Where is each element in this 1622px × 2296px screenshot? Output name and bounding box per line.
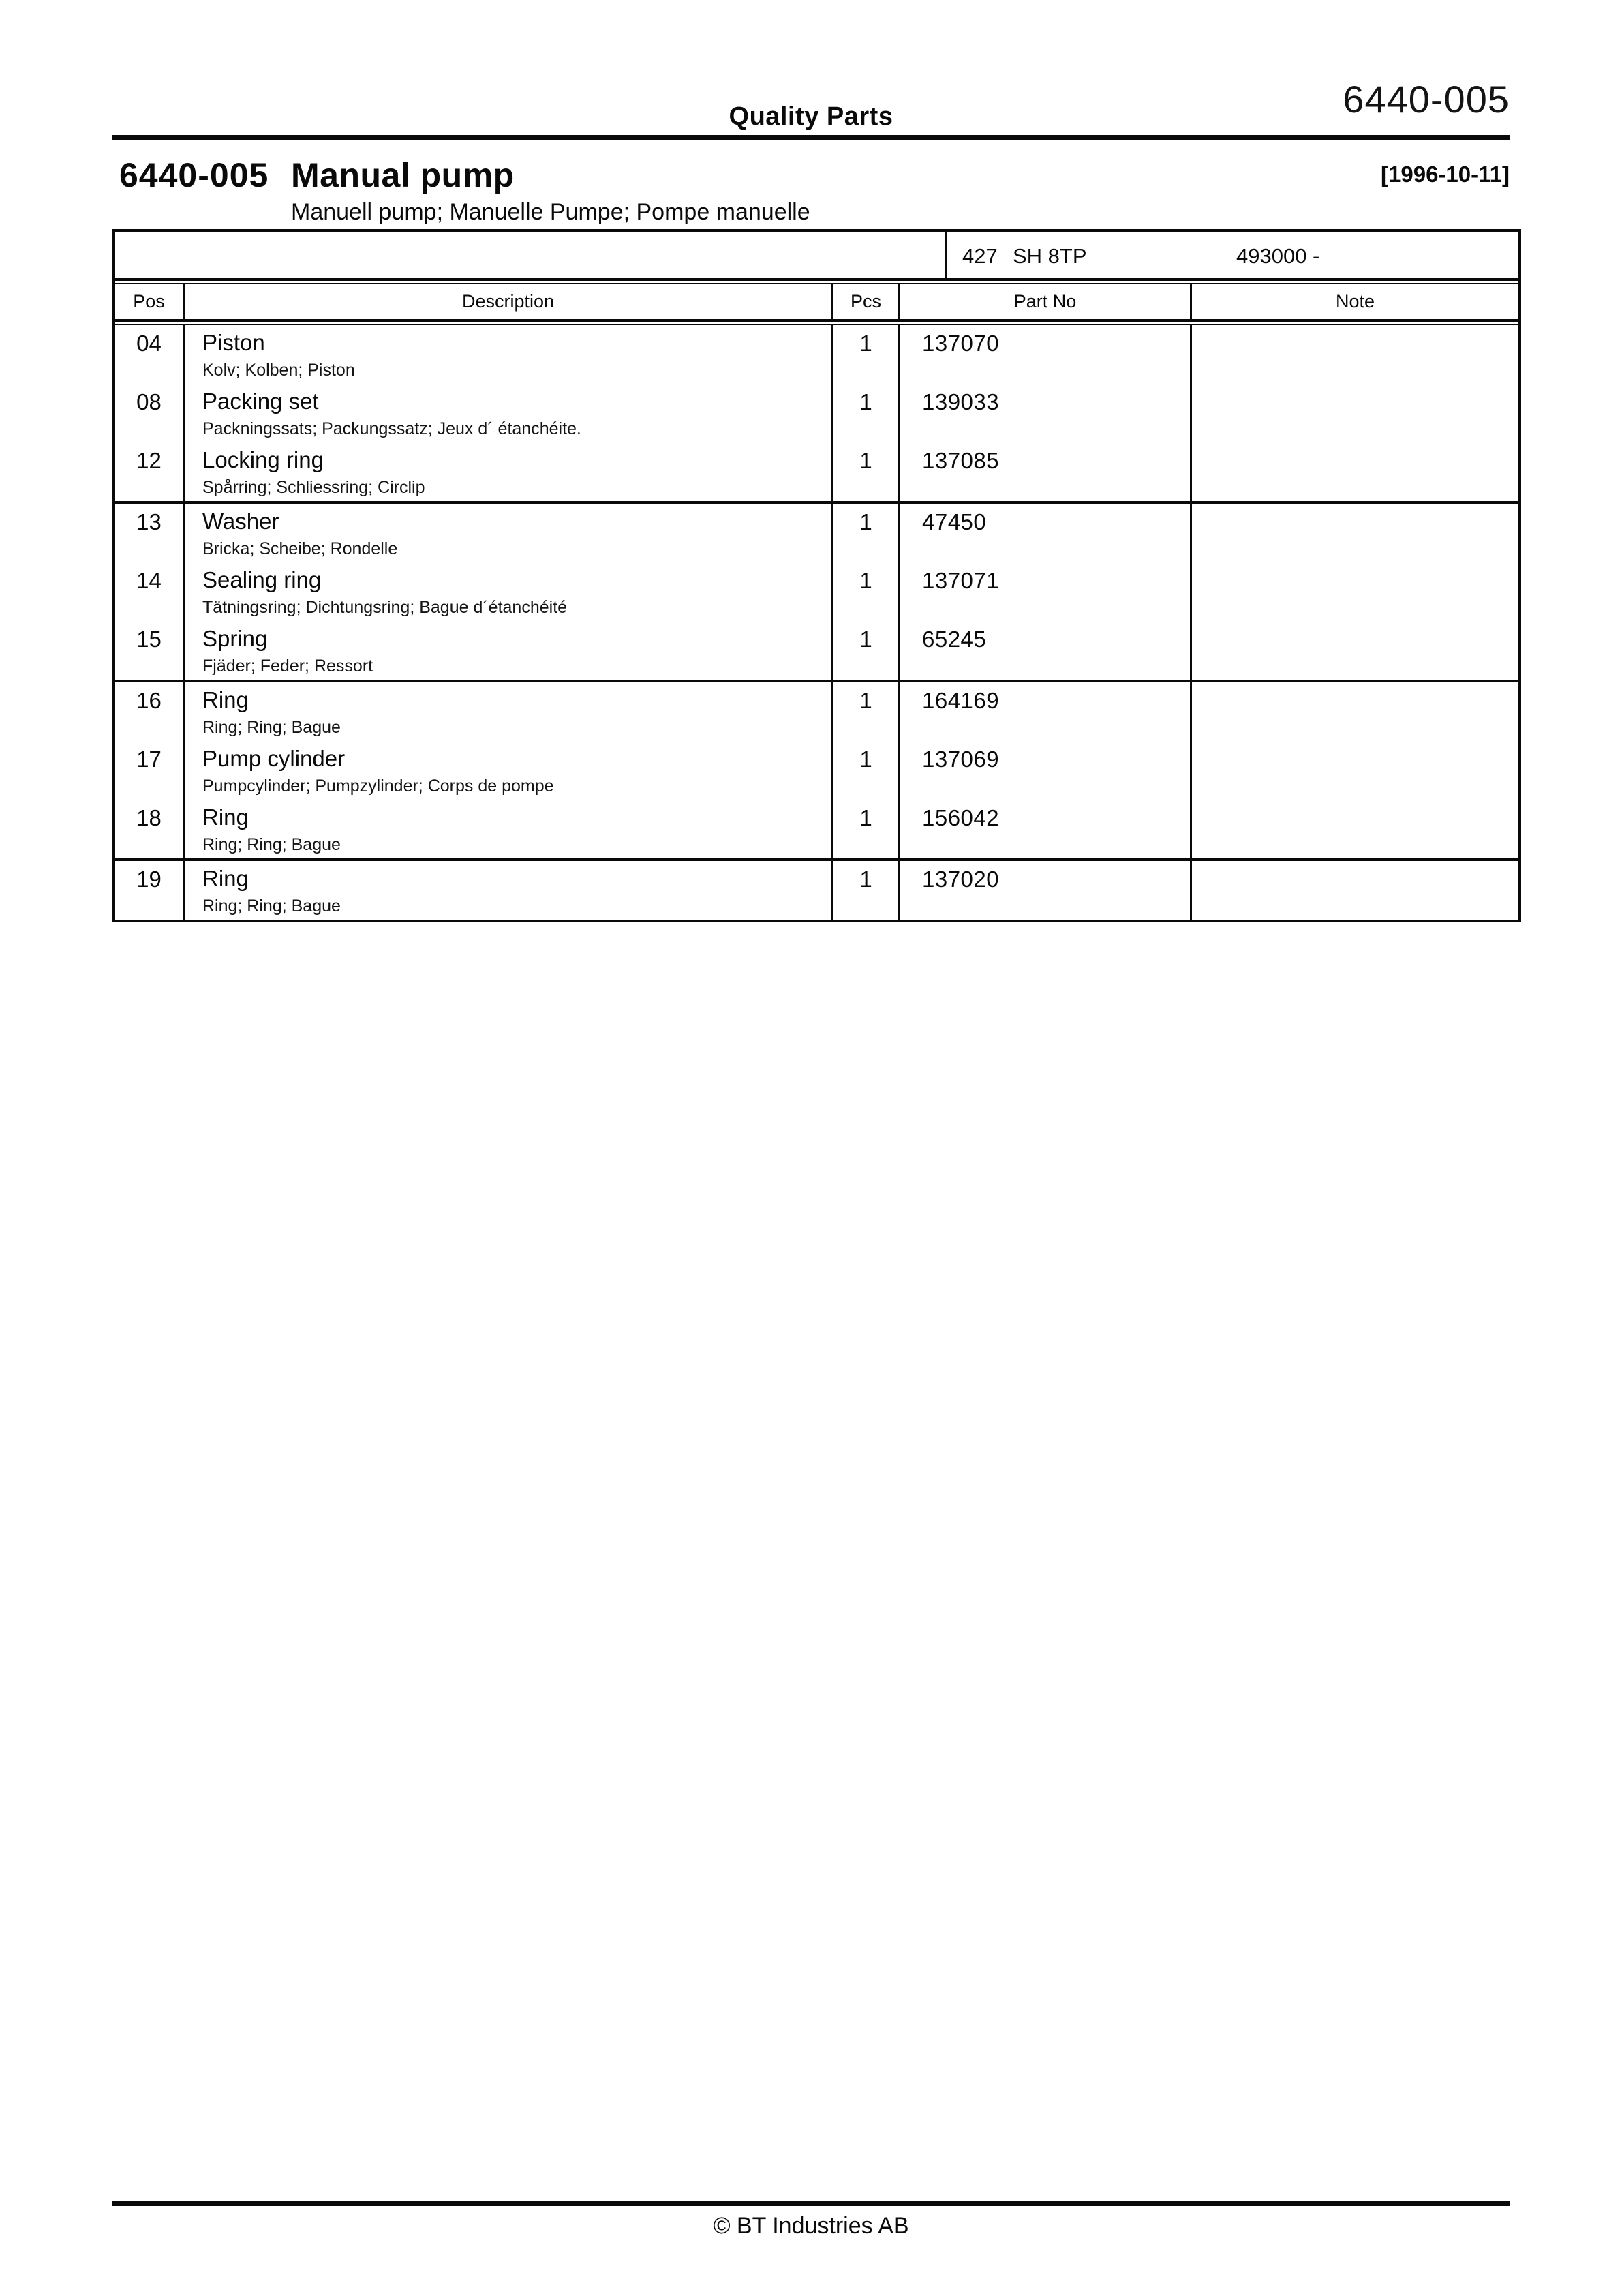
description-cell <box>185 442 833 501</box>
description-main: Locking ring <box>202 447 324 472</box>
section-number: 6440-005 <box>119 156 269 194</box>
table-row <box>115 861 1518 920</box>
note-cell <box>1192 682 1518 741</box>
description-cell <box>185 861 833 920</box>
description-main: Ring <box>202 687 249 712</box>
pos-cell: 16 <box>115 682 185 741</box>
table-row <box>115 325 1518 384</box>
model-info-empty-cell <box>115 232 947 278</box>
table-row <box>115 800 1518 858</box>
table-row <box>115 741 1518 800</box>
description-main: Packing set <box>202 389 319 414</box>
pcs-cell: 1 <box>833 442 900 501</box>
part-no-cell: 137070 <box>900 325 1192 384</box>
description-translations: Bricka; Scheibe; Rondelle <box>202 539 398 559</box>
description-translations: Packningssats; Packungssatz; Jeux d´ étanchéite. <box>202 419 581 439</box>
description-cell <box>185 800 833 858</box>
row-group <box>115 861 1518 920</box>
table-row <box>115 384 1518 442</box>
description-translations: Spårring; Schliessring; Circlip <box>202 478 425 498</box>
description-main: Ring <box>202 866 249 891</box>
pcs-cell: 1 <box>833 384 900 442</box>
col-header-pcs: Pcs <box>833 284 900 319</box>
page-title: Manual pump <box>291 156 515 194</box>
description-translations: Ring; Ring; Bague <box>202 718 341 738</box>
serial-range: 493000 - <box>1236 244 1320 268</box>
pos-cell: 08 <box>115 384 185 442</box>
part-no-cell: 164169 <box>900 682 1192 741</box>
pos-cell: 19 <box>115 861 185 920</box>
note-cell <box>1192 325 1518 384</box>
pos-cell: 13 <box>115 504 185 562</box>
row-group <box>115 504 1518 682</box>
part-no-cell: 137071 <box>900 562 1192 621</box>
table-row <box>115 504 1518 562</box>
pcs-cell: 1 <box>833 741 900 800</box>
description-translations: Tätningsring; Dichtungsring; Bague d´étanchéité <box>202 598 568 618</box>
description-main: Ring <box>202 804 249 830</box>
description-cell <box>185 741 833 800</box>
revision-date: [1996-10-11] <box>1381 162 1510 187</box>
description-translations: Ring; Ring; Bague <box>202 896 341 916</box>
description-translations: Ring; Ring; Bague <box>202 835 341 855</box>
brand-title: Quality Parts <box>729 102 893 131</box>
table-row <box>115 562 1518 621</box>
footer-rule <box>112 2201 1510 2206</box>
pos-cell: 18 <box>115 800 185 858</box>
description-main: Sealing ring <box>202 567 322 592</box>
description-main: Spring <box>202 626 268 651</box>
note-cell <box>1192 384 1518 442</box>
note-cell <box>1192 861 1518 920</box>
note-cell <box>1192 621 1518 680</box>
part-no-cell: 137069 <box>900 741 1192 800</box>
description-cell <box>185 682 833 741</box>
col-header-description: Description <box>185 284 833 319</box>
pos-cell: 12 <box>115 442 185 501</box>
pcs-cell: 1 <box>833 504 900 562</box>
model-info-cell <box>947 232 1518 278</box>
pcs-cell: 1 <box>833 562 900 621</box>
description-cell <box>185 621 833 680</box>
pcs-cell: 1 <box>833 800 900 858</box>
pcs-cell: 1 <box>833 325 900 384</box>
model-name: SH 8TP <box>1013 244 1087 268</box>
description-main: Washer <box>202 509 279 534</box>
note-cell <box>1192 504 1518 562</box>
row-group <box>115 325 1518 504</box>
description-cell <box>185 562 833 621</box>
description-translations: Kolv; Kolben; Piston <box>202 361 355 380</box>
row-group <box>115 682 1518 861</box>
parts-table <box>112 229 1521 922</box>
part-no-cell: 139033 <box>900 384 1192 442</box>
note-cell <box>1192 800 1518 858</box>
col-header-note: Note <box>1335 291 1375 312</box>
header-rule <box>112 135 1510 140</box>
col-header-part-no: Part No <box>900 284 1192 319</box>
part-no-cell: 137020 <box>900 861 1192 920</box>
col-header-pos: Pos <box>115 284 185 319</box>
description-cell <box>185 325 833 384</box>
pos-cell: 15 <box>115 621 185 680</box>
table-rule <box>115 319 1518 325</box>
table-row <box>115 682 1518 741</box>
note-cell <box>1192 442 1518 501</box>
part-no-cell: 47450 <box>900 504 1192 562</box>
description-main: Piston <box>202 330 265 355</box>
description-cell <box>185 384 833 442</box>
description-translations: Pumpcylinder; Pumpzylinder; Corps de pompe <box>202 776 554 796</box>
model-code: 427 <box>962 244 998 268</box>
table-row <box>115 621 1518 680</box>
model-info-row <box>115 232 1518 278</box>
table-header-row <box>115 284 1518 319</box>
note-cell <box>1192 741 1518 800</box>
pcs-cell: 1 <box>833 621 900 680</box>
page-subtitle: Manuell pump; Manuelle Pumpe; Pompe manuelle <box>291 199 810 225</box>
description-cell <box>185 504 833 562</box>
part-no-cell: 137085 <box>900 442 1192 501</box>
table-rule <box>115 278 1518 284</box>
pos-cell: 17 <box>115 741 185 800</box>
pcs-cell: 1 <box>833 861 900 920</box>
doc-number-top: 6440-005 <box>1343 78 1510 121</box>
part-no-cell: 65245 <box>900 621 1192 680</box>
copyright-text: © BT Industries AB <box>713 2213 909 2239</box>
pos-cell: 14 <box>115 562 185 621</box>
description-translations: Fjäder; Feder; Ressort <box>202 656 373 676</box>
pcs-cell: 1 <box>833 682 900 741</box>
note-cell <box>1192 562 1518 621</box>
table-row <box>115 442 1518 501</box>
pos-cell: 04 <box>115 325 185 384</box>
description-main: Pump cylinder <box>202 746 346 771</box>
part-no-cell: 156042 <box>900 800 1192 858</box>
